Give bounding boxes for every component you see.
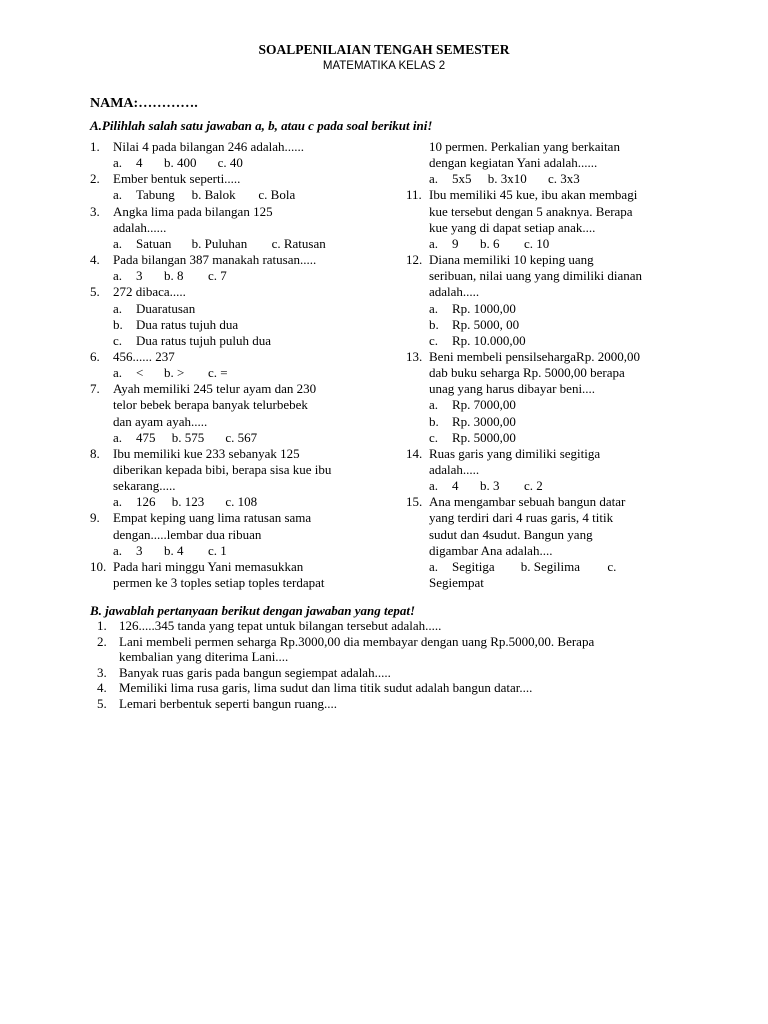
answer-option: c. 1: [208, 542, 227, 558]
question-text-continuation: Segiempat: [429, 575, 484, 591]
question-text: Ruas garis yang dimiliki segitiga: [429, 445, 601, 461]
answer-option: c. Ratusan: [271, 235, 326, 251]
answer-option: b. 400: [164, 155, 197, 171]
page-subtitle: MATEMATIKA KELAS 2: [322, 60, 446, 72]
answer-option: a.: [113, 235, 123, 251]
essay-number: 3.: [97, 664, 107, 680]
answer-option-letter: c.: [429, 332, 439, 348]
essay-number: 4.: [97, 680, 107, 696]
answer-option: c. Bola: [258, 187, 296, 203]
question-text-continuation: dab buku seharga Rp. 5000,00 berapa: [429, 365, 625, 381]
question-text: Ana mengambar sebuah bangun datar: [429, 494, 626, 510]
answer-option-letter: b.: [429, 413, 439, 429]
answer-option: Segitiga: [452, 558, 495, 574]
essay-number: 2.: [97, 633, 107, 649]
answer-option: a.: [429, 478, 439, 494]
answer-option: a.: [429, 235, 439, 251]
question-text-continuation: adalah......: [113, 219, 167, 235]
question-number: 4.: [90, 252, 100, 268]
answer-option: b. Puluhan: [191, 235, 248, 251]
question-text-continuation: kue tersebut dengan 5 anaknya. Berapa: [429, 203, 633, 219]
answer-option: Rp. 10.000,00: [452, 332, 526, 348]
question-number: 11.: [406, 187, 422, 203]
answer-option: 3: [136, 268, 143, 284]
question-text-continuation: dengan kegiatan Yani adalah......: [429, 155, 598, 171]
essay-question-text: 126.....345 tanda yang tepat untuk bilangan tersebut adalah.....: [119, 618, 442, 633]
question-number: 13.: [406, 348, 423, 364]
essay-question-text: Banyak ruas garis pada bangun segiempat adalah.....: [119, 664, 391, 680]
answer-option: 3: [136, 542, 143, 558]
answer-option: c. =: [208, 365, 228, 381]
answer-option: a.: [113, 542, 123, 558]
question-text-continuation: yang terdiri dari 4 ruas garis, 4 titik: [429, 510, 614, 526]
question-number: 14.: [406, 445, 423, 461]
answer-option: c. 3x3: [548, 171, 580, 187]
question-text-continuation: diberikan kepada bibi, berapa sisa kue ibu: [113, 462, 332, 477]
answer-option: b. Balok: [191, 187, 236, 203]
question-text-continuation: kue yang di dapat setiap anak....: [429, 219, 596, 235]
section-a-heading: A.Pilihlah salah satu jawaban a, b, atau c pada soal berikut ini!: [90, 118, 433, 133]
question-text: Pada hari minggu Yani memasukkan: [113, 558, 304, 574]
question-text: Pada bilangan 387 manakah ratusan.....: [113, 252, 317, 268]
answer-option: 126: [136, 494, 156, 510]
answer-option: Rp. 5000, 00: [452, 316, 520, 332]
answer-option: Rp. 5000,00: [452, 429, 516, 445]
essay-number: 5.: [97, 696, 107, 711]
question-text: Empat keping uang lima ratusan sama: [113, 510, 312, 526]
question-text: Diana memiliki 10 keping uang: [429, 252, 594, 268]
essay-question-text: kembalian yang diterima Lani....: [119, 649, 289, 665]
answer-option-letter: c.: [429, 429, 439, 445]
question-text: Beni membeli pensilsehargaRp. 2000,00: [429, 348, 640, 364]
answer-option: b. >: [164, 365, 185, 381]
question-text-continuation: adalah.....: [429, 462, 480, 477]
question-number: 10.: [90, 558, 107, 574]
question-text: Ibu memiliki 45 kue, ibu akan membagi: [429, 187, 638, 203]
answer-option: b. 8: [164, 268, 184, 284]
question-text: 456...... 237: [113, 348, 175, 364]
answer-option: c. 567: [225, 429, 258, 445]
answer-option: Dua ratus tujuh puluh dua: [136, 332, 272, 348]
question-text: 272 dibaca.....: [113, 284, 186, 300]
question-number: 8.: [90, 445, 100, 461]
question-number: 5.: [90, 284, 100, 300]
essay-number: 1.: [97, 618, 107, 633]
answer-option: a.: [113, 494, 123, 510]
answer-option: c. 7: [208, 268, 227, 284]
question-text: Nilai 4 pada bilangan 246 adalah......: [113, 139, 304, 154]
answer-option: b. 575: [171, 429, 205, 445]
answer-option-letter: b.: [429, 316, 439, 332]
answer-option-letter: a.: [429, 300, 439, 316]
essay-question-text: Lani membeli permen seharga Rp.3000,00 dia membayar dengan uang Rp.5000,00. Berapa: [119, 633, 595, 649]
question-number: 2.: [90, 171, 100, 187]
name-field-label: NAMA:………….: [90, 96, 198, 111]
question-text-continuation: digambar Ana adalah....: [429, 542, 553, 558]
answer-option: b. 6: [480, 235, 500, 251]
question-text-continuation: sudut dan 4sudut. Bangun yang: [429, 526, 593, 542]
answer-option: a.: [113, 268, 123, 284]
question-text: Ibu memiliki kue 233 sebanyak 125: [113, 445, 300, 461]
question-number: 3.: [90, 203, 100, 219]
answer-option: a.: [429, 171, 439, 187]
question-text: Angka lima pada bilangan 125: [113, 203, 273, 219]
question-text: Ayah memiliki 245 telur ayam dan 230: [113, 381, 317, 397]
question-text: Ember bentuk seperti.....: [113, 171, 241, 187]
question-text-continuation: seribuan, nilai uang yang dimiliki dianan: [429, 268, 643, 284]
question-text-continuation: telor bebek berapa banyak telurbebek: [113, 397, 308, 413]
answer-option: a.: [113, 365, 123, 381]
answer-option: Rp. 7000,00: [452, 397, 516, 413]
question-number: 15.: [406, 494, 423, 510]
answer-option: Rp. 3000,00: [452, 413, 516, 429]
section-b-heading: B. jawablah pertanyaan berikut dengan jawaban yang tepat!: [90, 603, 416, 618]
answer-option: c.: [607, 558, 617, 574]
essay-question-text: Memiliki lima rusa garis, lima sudut dan lima titik sudut adalah bangun datar....: [119, 680, 533, 696]
answer-option: 5x5: [452, 171, 472, 187]
answer-option-letter: c.: [113, 332, 123, 348]
question-number: 7.: [90, 381, 100, 397]
answer-option: b. 123: [171, 494, 205, 510]
question-number: 9.: [90, 510, 100, 526]
answer-option: a.: [429, 558, 439, 574]
answer-option: c. 10: [524, 235, 550, 251]
answer-option-letter: a.: [113, 300, 123, 316]
question-text-continuation: permen ke 3 toples setiap toples terdapat: [113, 575, 325, 591]
answer-option: a.: [113, 429, 123, 445]
answer-option: <: [136, 365, 144, 381]
answer-option-letter: a.: [429, 397, 439, 413]
question-text-continuation: adalah.....: [429, 284, 480, 300]
question-text-continuation: 10 permen. Perkalian yang berkaitan: [429, 139, 620, 154]
answer-option: a.: [113, 187, 123, 203]
answer-option: b. 3: [480, 478, 500, 494]
page-title: SOALPENILAIAN TENGAH SEMESTER: [258, 42, 510, 57]
answer-option: c. 108: [225, 494, 258, 510]
answer-option: Rp. 1000,00: [452, 300, 516, 316]
answer-option: b. Segilima: [520, 558, 581, 574]
question-number: 6.: [90, 348, 100, 364]
answer-option: Tabung: [136, 187, 175, 203]
answer-option: 9: [452, 235, 459, 251]
answer-option: Dua ratus tujuh dua: [136, 316, 239, 332]
answer-option: Duaratusan: [136, 300, 196, 316]
question-text-continuation: dengan.....lembar dua ribuan: [113, 526, 262, 542]
answer-option: 4: [136, 155, 143, 171]
answer-option: 475: [136, 429, 156, 445]
question-number: 1.: [90, 139, 100, 154]
question-text-continuation: sekarang.....: [113, 478, 176, 494]
answer-option: 4: [452, 478, 459, 494]
question-number: 12.: [406, 252, 423, 268]
question-text-continuation: dan ayam ayah.....: [113, 413, 208, 429]
answer-option-letter: b.: [113, 316, 123, 332]
answer-option: Satuan: [136, 235, 172, 251]
answer-option: b. 3x10: [487, 171, 527, 187]
answer-option: b. 4: [164, 542, 184, 558]
answer-option: c. 2: [524, 478, 543, 494]
question-text-continuation: unag yang harus dibayar beni....: [429, 381, 596, 397]
answer-option: c. 40: [217, 155, 243, 171]
essay-question-text: Lemari berbentuk seperti bangun ruang....: [119, 696, 338, 711]
answer-option: a.: [113, 155, 123, 171]
